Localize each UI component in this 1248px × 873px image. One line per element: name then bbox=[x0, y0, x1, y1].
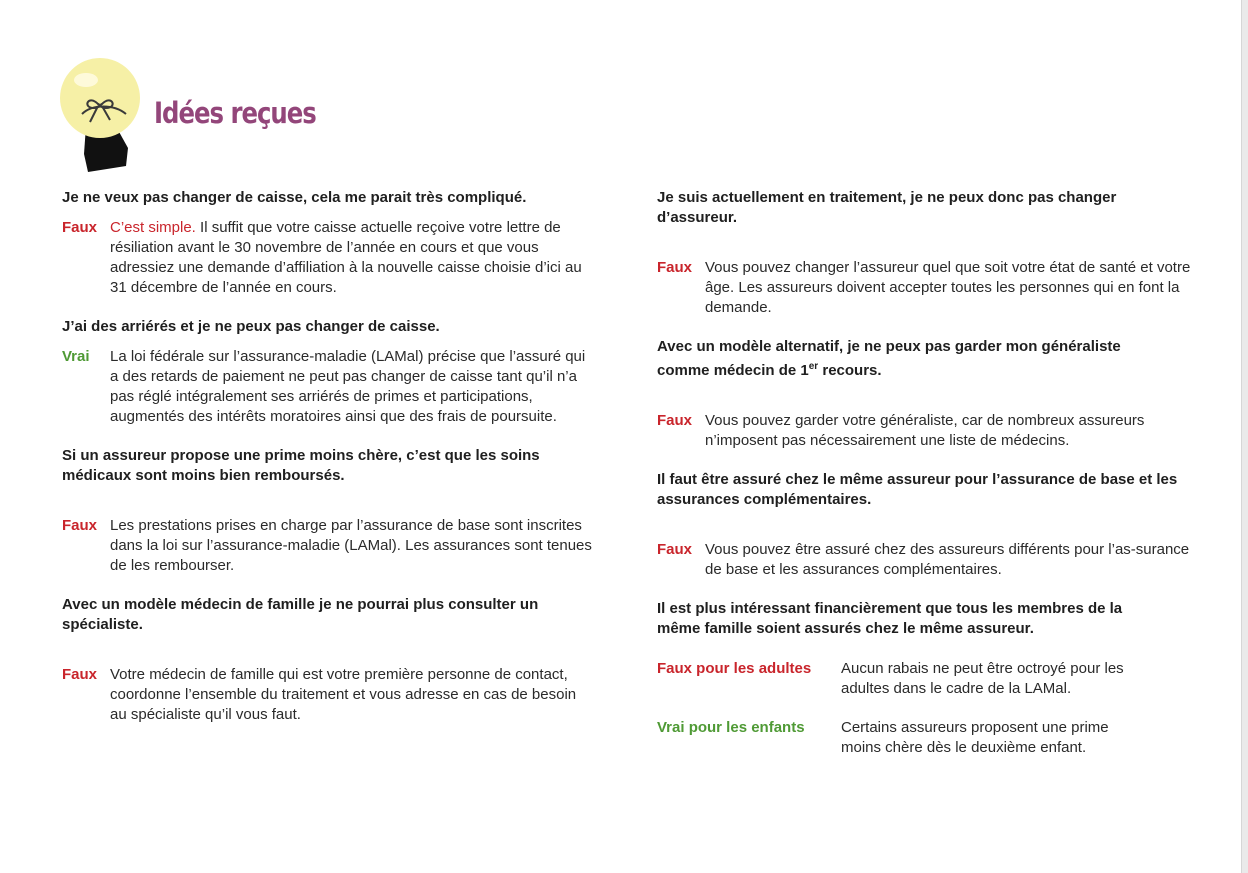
faq-answer bbox=[62, 665, 592, 725]
question-end: recours. bbox=[818, 362, 882, 379]
faq-answer bbox=[62, 347, 592, 427]
page-edge bbox=[1241, 0, 1248, 873]
answer-text: Les prestations prises en charge par l’assurance de base sont inscrites dans la loi sur l’assurance-maladie (LAMal). Les assurances sont tenues de les rembourser. bbox=[110, 517, 592, 574]
faq-question: Il faut être assuré chez le même assureur pour l’assurance de base et les assurances complémentaires. bbox=[657, 471, 1178, 508]
verdict-label: Faux bbox=[657, 412, 693, 429]
faq-answer bbox=[62, 516, 592, 576]
verdict-label: Vrai pour les enfants bbox=[657, 719, 805, 736]
answer-text: Votre médecin de famille qui est votre première personne de contact, coordonne l’ensemble du traitement et vous adresse en cas de besoin au spécialiste qu’il vous faut. bbox=[110, 666, 577, 723]
faq-answer bbox=[657, 659, 1197, 699]
faq-item bbox=[62, 188, 592, 298]
faq-item bbox=[62, 317, 592, 427]
left-column bbox=[62, 188, 592, 744]
faq-question: Je ne veux pas changer de caisse, cela me parait très compliqué. bbox=[62, 189, 527, 206]
page-title: Idées reçues bbox=[154, 96, 316, 130]
answer-text: La loi fédérale sur l’assurance-maladie (LAMal) précise que l’assuré qui a des retards de paiement ne peut pas changer de caisse tant qu’il n’a pas réglé intégralement ses arriérés de primes et participations, augmentés des intérêts moratoires ainsi que des frais de poursuite. bbox=[110, 348, 586, 425]
faq-item bbox=[657, 337, 1197, 451]
faq-item bbox=[657, 470, 1197, 580]
faq-answer bbox=[657, 540, 1197, 580]
verdict-label: Faux bbox=[62, 219, 98, 236]
answer-highlight: C’est simple. bbox=[110, 219, 196, 236]
faq-answer bbox=[657, 258, 1197, 318]
verdict-label: Faux bbox=[62, 517, 98, 534]
faq-question: J’ai des arriérés et je ne peux pas changer de caisse. bbox=[62, 318, 440, 335]
verdict-label: Faux bbox=[62, 666, 98, 683]
answer-text: Vous pouvez être assuré chez des assureurs différents pour l’as-surance de base et les assurances complémentaires. bbox=[705, 541, 1190, 578]
faq-question: Si un assureur propose une prime moins chère, c’est que les soins médicaux sont moins bien remboursés. bbox=[62, 447, 540, 484]
lightbulb-icon bbox=[58, 58, 148, 176]
faq-item bbox=[657, 188, 1197, 318]
faq-item bbox=[62, 446, 592, 576]
faq-answer bbox=[657, 718, 1197, 758]
faq-item bbox=[657, 599, 1197, 758]
faq-item bbox=[62, 595, 592, 725]
question-superscript: er bbox=[808, 361, 819, 372]
right-column bbox=[657, 188, 1197, 777]
verdict-label: Vrai bbox=[62, 348, 90, 365]
faq-question: Il est plus intéressant financièrement que tous les membres de la même famille soient assurés chez le même assureur. bbox=[657, 600, 1123, 637]
verdict-label: Faux pour les adultes bbox=[657, 660, 812, 677]
faq-question bbox=[657, 337, 1157, 381]
answer-text: Certains assureurs proposent une prime moins chère dès le deuxième enfant. bbox=[841, 719, 1109, 756]
faq-question: Avec un modèle médecin de famille je ne pourrai plus consulter un spécialiste. bbox=[62, 596, 539, 633]
answer-text: Aucun rabais ne peut être octroyé pour les adultes dans le cadre de la LAMal. bbox=[841, 660, 1124, 697]
question-text: Avec un modèle alternatif, je ne peux pas garder mon généraliste comme médecin de 1 bbox=[657, 338, 1121, 379]
faq-answer bbox=[62, 218, 592, 298]
answer-body: Il suffit que votre caisse actuelle reçoive votre lettre de résiliation avant le 30 novembre de l’année en cours et que vous adressiez une demande d’affiliation à la nouvelle caisse choisie d’ici au 31 décembre de l’année en cours. bbox=[110, 219, 582, 296]
verdict-label: Faux bbox=[657, 541, 693, 558]
faq-question: Je suis actuellement en traitement, je ne peux donc pas changer d’assureur. bbox=[657, 189, 1117, 226]
answer-text: Vous pouvez changer l’assureur quel que soit votre état de santé et votre âge. Les assureurs doivent accepter toutes les personnes qui en font la demande. bbox=[705, 259, 1191, 316]
faq-answer bbox=[657, 411, 1197, 451]
answer-text: Vous pouvez garder votre généraliste, car de nombreux assureurs n’imposent pas nécessairement une liste de médecins. bbox=[705, 412, 1145, 449]
answer-text bbox=[110, 218, 592, 298]
verdict-label: Faux bbox=[657, 259, 693, 276]
